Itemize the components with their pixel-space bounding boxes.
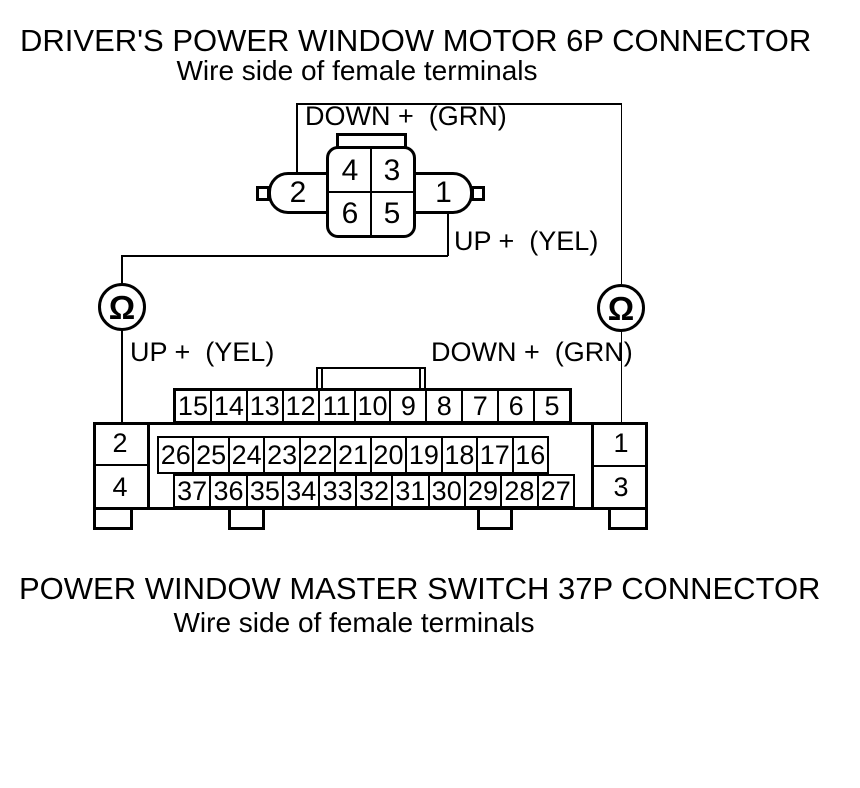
motor-pin-1: 1 — [435, 176, 452, 209]
switch-mount-tab-4 — [608, 507, 648, 530]
pin-cell-36: 36 — [209, 476, 245, 506]
switch-mount-tab-2 — [228, 507, 265, 530]
switch-pin-1: 1 — [594, 422, 648, 467]
label-down-grn-right: DOWN + (GRN) — [431, 337, 633, 367]
pin-cell-10: 10 — [354, 391, 390, 421]
switch-mount-tab-3 — [477, 507, 513, 530]
switch-connector-title: POWER WINDOW MASTER SWITCH 37P CONNECTOR — [19, 571, 821, 606]
switch-pin-2: 2 — [93, 422, 147, 466]
switch-mount-tab-1 — [93, 507, 133, 530]
motor-pin-4: 4 — [341, 153, 359, 187]
label-down-grn-top: DOWN + (GRN) — [305, 101, 507, 131]
pin-cell-5: 5 — [533, 391, 569, 421]
pin-cell-28: 28 — [500, 476, 536, 506]
motor-connector-title: DRIVER'S POWER WINDOW MOTOR 6P CONNECTOR — [20, 23, 812, 58]
pin-cell-9: 9 — [389, 391, 425, 421]
pin-cell-29: 29 — [464, 476, 500, 506]
ohm-symbol-icon: Ω — [607, 290, 635, 327]
pin-cell-21: 21 — [334, 438, 369, 472]
pin-cell-23: 23 — [263, 438, 298, 472]
pin-cell-16: 16 — [512, 438, 547, 472]
motor-connector-subtitle: Wire side of female terminals — [176, 55, 538, 86]
pin-cell-24: 24 — [228, 438, 263, 472]
wire-up-yel-motor-drop — [447, 212, 449, 256]
wire-up-yel-cross-run — [121, 255, 448, 257]
switch-connector-subtitle: Wire side of female terminals — [173, 607, 535, 638]
pin-cell-33: 33 — [318, 476, 354, 506]
pin-cell-22: 22 — [299, 438, 334, 472]
pin-cell-27: 27 — [537, 476, 573, 506]
pin-cell-30: 30 — [428, 476, 464, 506]
wire-up-yel-left-drop-lower — [121, 330, 123, 423]
pin-cell-13: 13 — [246, 391, 282, 421]
pin-cell-35: 35 — [246, 476, 282, 506]
pin-cell-18: 18 — [441, 438, 476, 472]
pin-cell-17: 17 — [476, 438, 511, 472]
motor-pin-6: 6 — [341, 196, 359, 230]
pin-cell-6: 6 — [497, 391, 533, 421]
pin-cell-37: 37 — [177, 475, 208, 506]
switch-pin-row-middle — [157, 436, 549, 474]
label-up-yel-top: UP + (YEL) — [454, 226, 599, 256]
pin-cell-34: 34 — [282, 476, 318, 506]
pin-cell-8: 8 — [425, 391, 461, 421]
pin-cell-19: 19 — [405, 438, 440, 472]
switch-pin-column-left — [93, 422, 150, 510]
pin-cell-20: 20 — [370, 438, 405, 472]
wire-up-yel-left-drop-upper — [121, 255, 123, 284]
label-up-yel-left: UP + (YEL) — [130, 337, 275, 367]
ohmmeter-left — [98, 283, 146, 331]
switch-connector-lock-tab-inner — [321, 369, 421, 390]
pin-cell-26: 26 — [160, 439, 191, 470]
pin-cell-7: 7 — [461, 391, 497, 421]
pin-cell-15: 15 — [177, 390, 208, 421]
pin-cell-11: 11 — [318, 391, 354, 421]
wire-down-grn-right-drop — [621, 103, 623, 284]
switch-pin-row-bottom — [173, 474, 575, 508]
switch-pin-column-right — [591, 422, 648, 510]
pin-cell-14: 14 — [210, 391, 246, 421]
switch-pin-row-top — [173, 388, 572, 424]
pin-cell-31: 31 — [391, 476, 427, 506]
motor-connector-right-tab — [471, 186, 485, 201]
pin-cell-32: 32 — [355, 476, 391, 506]
switch-pin-4: 4 — [112, 471, 128, 502]
motor-pin-2: 2 — [289, 176, 307, 209]
pin-cell-12: 12 — [282, 391, 318, 421]
ohm-symbol-icon: Ω — [108, 289, 136, 326]
motor-pin-5: 5 — [383, 196, 401, 230]
pin-cell-25: 25 — [192, 438, 227, 472]
ohmmeter-right — [597, 284, 645, 332]
wire-down-grn-motor-riser — [296, 103, 298, 173]
motor-pin-3: 3 — [383, 153, 401, 187]
switch-pin-3: 3 — [613, 472, 629, 502]
